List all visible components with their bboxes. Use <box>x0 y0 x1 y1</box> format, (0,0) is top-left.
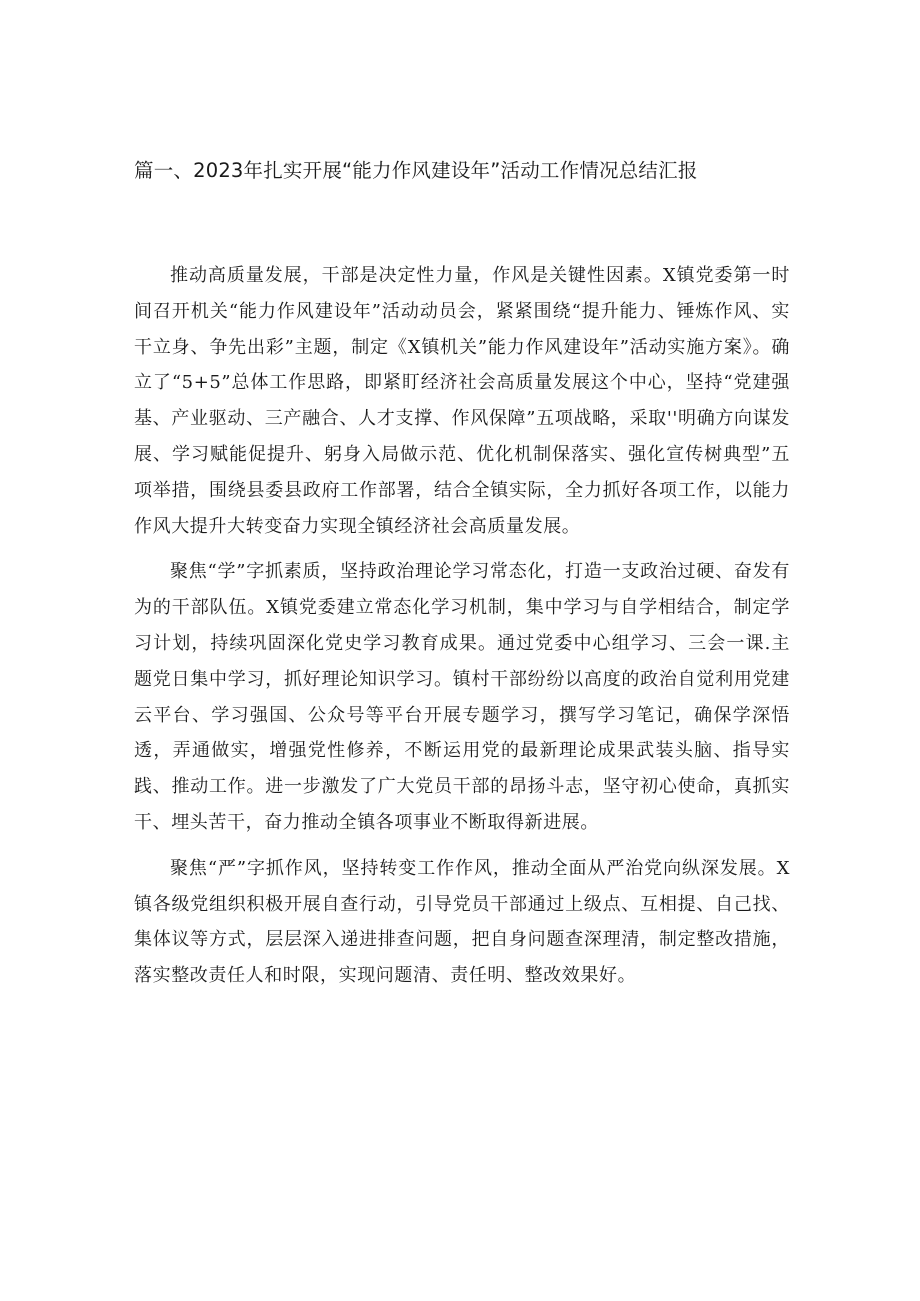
document-body <box>134 258 790 1004</box>
paragraph-mobilization: 推动高质量发展，干部是决定性力量，作风是关键性因素。X镇党委第一时间召开机关“能力作风建设年”活动动员会，紧紧围绕“提升能力、锤炼作风、实干立身、争先出彩”主题，制定《X镇机关”能力作风建设年”活动实施方案》。确立了“5+5”总体工作思路，即紧盯经济社会高质量发展这个中心，坚持“党建强基、产业驱动、三产融合、人才支撑、作风保障”五项战略，采取''明确方向谋发展、学习赋能促提升、躬身入局做示范、优化机制保落实、强化宣传树典型”五项举措，围绕县委县政府工作部署，结合全镇实际，全力抓好各项工作，以能力作风大提升大转变奋力实现全镇经济社会高质量发展。 <box>134 265 790 537</box>
paragraph-strict-style: 聚焦“严”字抓作风，坚持转变工作作风，推动全面从严治党向纵深发展。X镇各级党组织积极开展自查行动，引导党员干部通过上级点、互相提、自己找、集体议等方式，层层深入递进排查问题，把自身问题查深理清，制定整改措施，落实整改责任人和时限，实现问题清、责任明、整改效果好。 <box>134 857 790 987</box>
document-title: 篇一、2023年扎实开展“能力作风建设年”活动工作情况总结汇报 <box>134 159 698 182</box>
paragraph-study-quality: 聚焦“学”字抓素质，坚持政治理论学习常态化，打造一支政治过硬、奋发有为的干部队伍。X镇党委建立常态化学习机制，集中学习与自学相结合，制定学习计划，持续巩固深化党史学习教育成果。通过党委中心组学习、三会一课.主题党日集中学习，抓好理论知识学习。镇村干部纷纷以高度的政治自觉利用党建云平台、学习强国、公众号等平台开展专题学习，撰写学习笔记，确保学深悟透，弄通做实，增强党性修养，不断运用党的最新理论成果武装头脑、指导实践、推动工作。进一步激发了广大党员干部的昂扬斗志，坚守初心使命，真抓实干、埋头苦干，奋力推动全镇各项事业不断取得新进展。 <box>134 561 790 833</box>
